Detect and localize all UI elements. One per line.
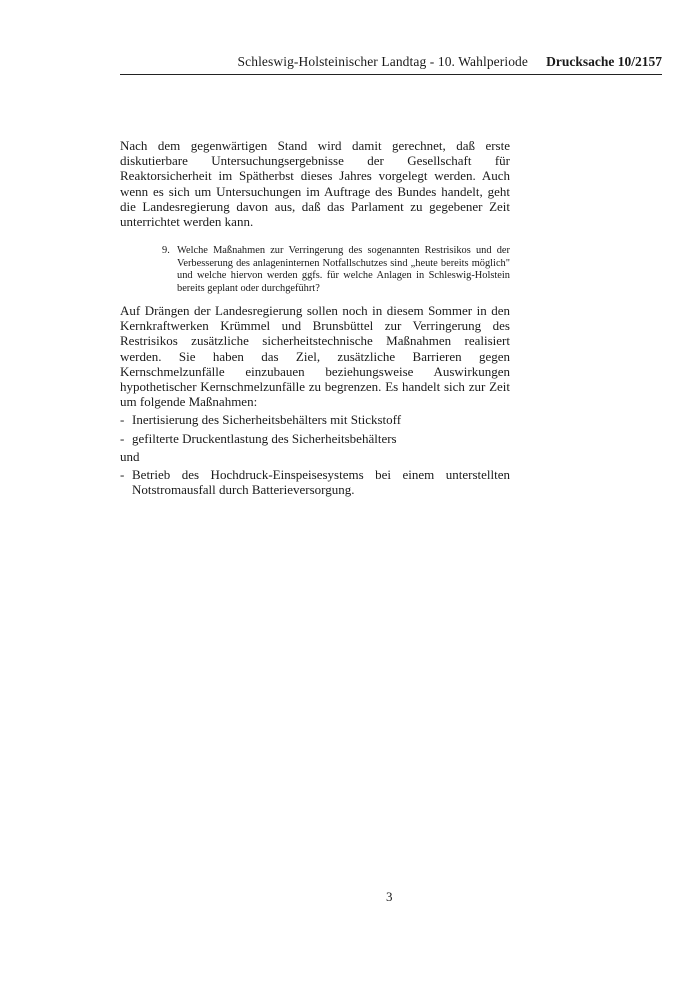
list-dash: - (120, 467, 125, 483)
answer-block-2 (120, 303, 510, 497)
question-block (162, 245, 510, 295)
list-item (120, 431, 510, 446)
answer-paragraph-1: Nach dem gegenwärtigen Stand wird damit gerechnet, daß erste diskutierbare Untersuchungsergebnisse der Gesellschaft für Reaktorsicherheit im Spätherbst dieses Jahres vorgelegt werden. Auch wenn es sich um Untersuchungen im Auftrage des Bundes handelt, geht die Landesregierung davon aus, daß das Parlament zu gegebener Zeit unterrichtet werden kann. (120, 138, 510, 230)
list-item (120, 412, 510, 427)
list-item-text: Inertisierung des Sicherheitsbehälters mit Stickstoff (132, 412, 402, 428)
page-header (120, 52, 662, 75)
answer-paragraph-2: Auf Drängen der Landesregierung sollen noch in diesem Sommer in den Kernkraftwerken Krümmel und Brunsbüttel zur Verringerung des Restrisikos zusätzliche sicherheitstechnische Maßnahmen realisiert werden. Sie haben das Ziel, zusätzliche Barrieren gegen Kernschmelzunfälle einzubauen beziehungsweise Auswirkungen hypothetischer Kernschmelzunfälle zu begrenzen. Es handelt sich zur Zeit um folgende Maßnahmen: (120, 303, 510, 410)
list-dash: - (120, 412, 125, 428)
header-title: Schleswig-Holsteinischer Landtag - 10. Wahlperiode (237, 54, 528, 69)
list-item-text: Betrieb des Hochdruck-Einspeisesystems bei einem unterstellten Notstromausfall durch Batterieversorgung. (132, 467, 510, 498)
list-item-text: gefilterte Druckentlastung des Sicherheitsbehälters (132, 430, 397, 446)
question-text: Welche Maßnahmen zur Verringerung des sogenannten Restrisikos und der Verbesserung des anlageninternen Notfallschutzes sind „heute bereits möglich" und welche hiervon werden ggfs. für welche Anlagen in Schleswig-Holstein bereits geplant oder durchgeführt? (177, 245, 510, 294)
list-item (120, 467, 510, 497)
question-number: 9. (162, 245, 170, 256)
document-number: Drucksache 10/2157 (546, 54, 662, 69)
list-connector: und (120, 448, 140, 464)
list-dash: - (120, 430, 125, 446)
page-number: 3 (386, 889, 393, 904)
